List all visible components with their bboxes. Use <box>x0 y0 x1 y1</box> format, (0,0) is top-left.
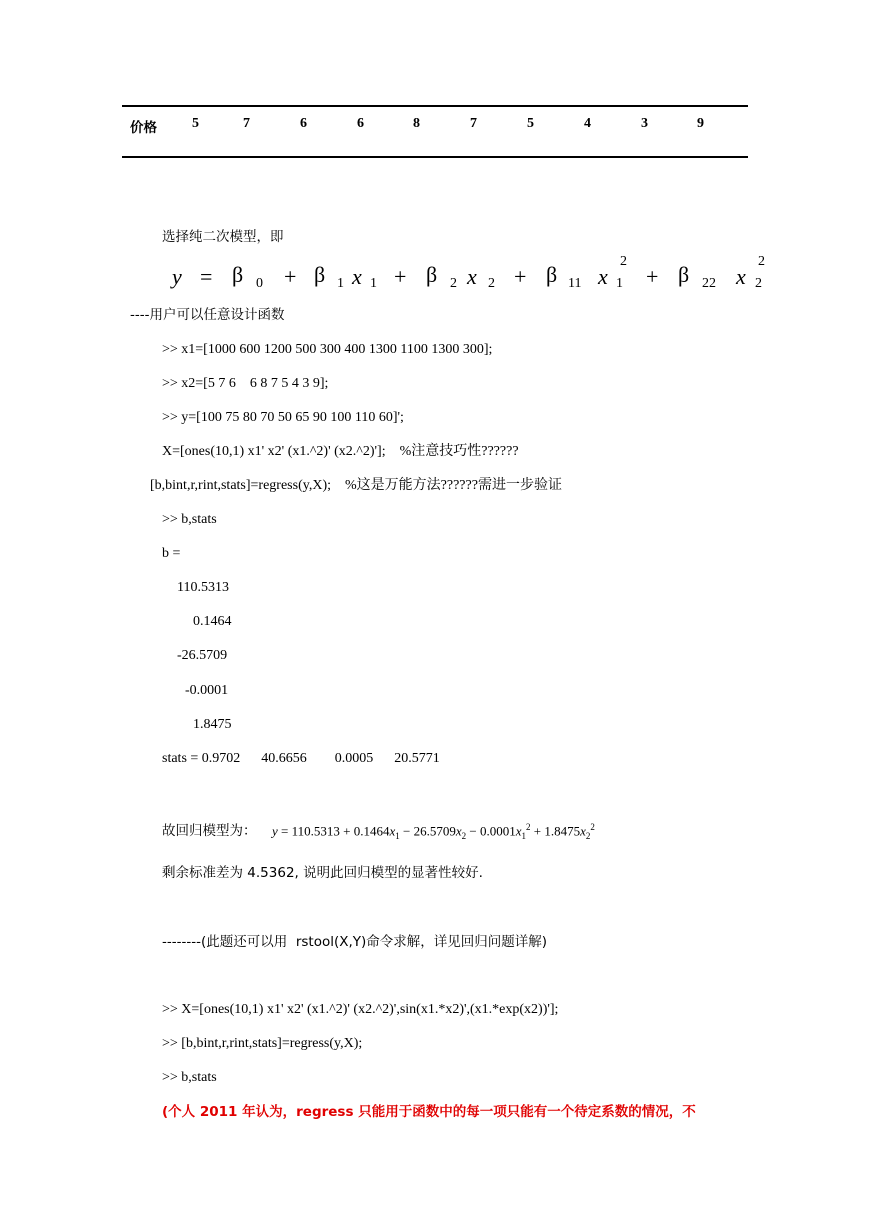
formula-plus: + <box>284 264 297 289</box>
eq-const: = 110.5313 + 0.1464 <box>277 823 390 839</box>
eq-sup: 2 <box>526 822 531 832</box>
formula-beta: β <box>314 262 326 287</box>
code-line: X=[ones(10,1) x1' x2' (x1.^2)' (x2.^2)']; %注意技巧性?????? <box>162 444 519 459</box>
b-value: 110.5313 <box>177 580 229 595</box>
b-value: 0.1464 <box>193 614 232 629</box>
formula-sub: 0 <box>256 276 263 291</box>
eq-sub: 1 <box>395 830 400 841</box>
code-line: >> x2=[5 7 6 6 8 7 5 4 3 9]; <box>162 376 329 391</box>
formula-sub: 2 <box>450 276 457 291</box>
eq-x: x <box>580 823 586 839</box>
price-value: 5 <box>192 116 199 131</box>
formula-sub: 1 <box>370 276 377 291</box>
code-line: >> b,stats <box>162 1070 217 1085</box>
formula-x: x <box>352 264 362 289</box>
b-value: -0.0001 <box>185 683 229 698</box>
formula-sub: 1 <box>337 276 344 291</box>
code-line: >> b,stats <box>162 512 217 527</box>
residual-note: 剩余标准差为 4.5362, 说明此回归模型的显著性较好. <box>162 865 483 881</box>
price-value: 7 <box>470 116 477 131</box>
formula-beta: β <box>426 262 438 287</box>
regression-equation <box>272 822 595 841</box>
price-value: 6 <box>357 116 364 131</box>
price-value: 8 <box>413 116 420 131</box>
price-value: 6 <box>300 116 307 131</box>
formula-beta: β <box>232 262 244 287</box>
formula-sub: 2 <box>755 276 762 291</box>
price-value: 9 <box>697 116 704 131</box>
stats-output: stats = 0.9702 40.6656 0.0005 20.5771 <box>162 751 440 766</box>
eq-x: x <box>455 823 462 839</box>
eq-sub: 2 <box>585 830 591 841</box>
eq-sub: 1 <box>521 830 526 841</box>
model-label: 故回归模型为： <box>162 823 257 839</box>
formula-beta: β <box>678 262 690 287</box>
formula-sub: 22 <box>702 276 716 291</box>
red-note: (个人 2011 年认为，regress 只能用于函数中的每一项只能有一个待定系数的情况，不 <box>162 1104 696 1120</box>
model-formula <box>0 254 869 294</box>
price-value: 3 <box>641 116 648 131</box>
formula-beta: β <box>546 262 558 287</box>
user-note-text: ----用户可以任意设计函数 <box>130 307 285 323</box>
formula-x: x <box>598 264 608 289</box>
rstool-note: --------(此题还可以用 rstool(X,Y)命令求解，详见回归问题详解) <box>162 934 548 950</box>
eq-term: − 26.5709 <box>399 823 456 839</box>
table-bottom-rule <box>122 156 748 158</box>
eq-term: − 0.0001 <box>466 823 516 839</box>
choose-model-text: 选择纯二次模型，即 <box>162 229 284 245</box>
price-value: 7 <box>243 116 250 131</box>
code-line: [b,bint,r,rint,stats]=regress(y,X); %这是万能方法??????需进一步验证 <box>150 478 562 493</box>
code-line: >> [b,bint,r,rint,stats]=regress(y,X); <box>162 1036 363 1051</box>
output-b-label: b = <box>162 546 181 561</box>
eq-y: y <box>272 823 278 839</box>
formula-sub: 2 <box>488 276 495 291</box>
eq-x: x <box>389 823 396 839</box>
formula-plus: + <box>514 264 527 289</box>
formula-sup: 2 <box>758 254 765 269</box>
formula-x: x <box>467 264 477 289</box>
formula-sub: 11 <box>568 276 582 291</box>
b-value: -26.5709 <box>177 648 228 663</box>
formula-equals: = <box>200 264 213 289</box>
table-top-rule <box>122 105 748 107</box>
eq-x: x <box>515 823 522 839</box>
price-label: 价格 <box>130 120 157 136</box>
formula-sup: 2 <box>620 254 627 269</box>
eq-sup: 2 <box>590 822 595 832</box>
b-value: 1.8475 <box>193 717 232 732</box>
code-line: >> y=[100 75 80 70 50 65 90 100 110 60]'; <box>162 410 404 425</box>
code-line: >> X=[ones(10,1) x1' x2' (x1.^2)' (x2.^2)',sin(x1.*x2)',(x1.*exp(x2))']; <box>162 1002 559 1017</box>
formula-sub: 1 <box>616 276 623 291</box>
formula-plus: + <box>646 264 659 289</box>
eq-sub: 2 <box>461 830 467 841</box>
eq-term: + 1.8475 <box>530 823 581 839</box>
formula-plus: + <box>394 264 407 289</box>
price-value: 5 <box>527 116 534 131</box>
formula-y: y <box>172 264 182 289</box>
code-line: >> x1=[1000 600 1200 500 300 400 1300 1100 1300 300]; <box>162 342 493 357</box>
price-value: 4 <box>584 116 591 131</box>
formula-x: x <box>736 264 746 289</box>
